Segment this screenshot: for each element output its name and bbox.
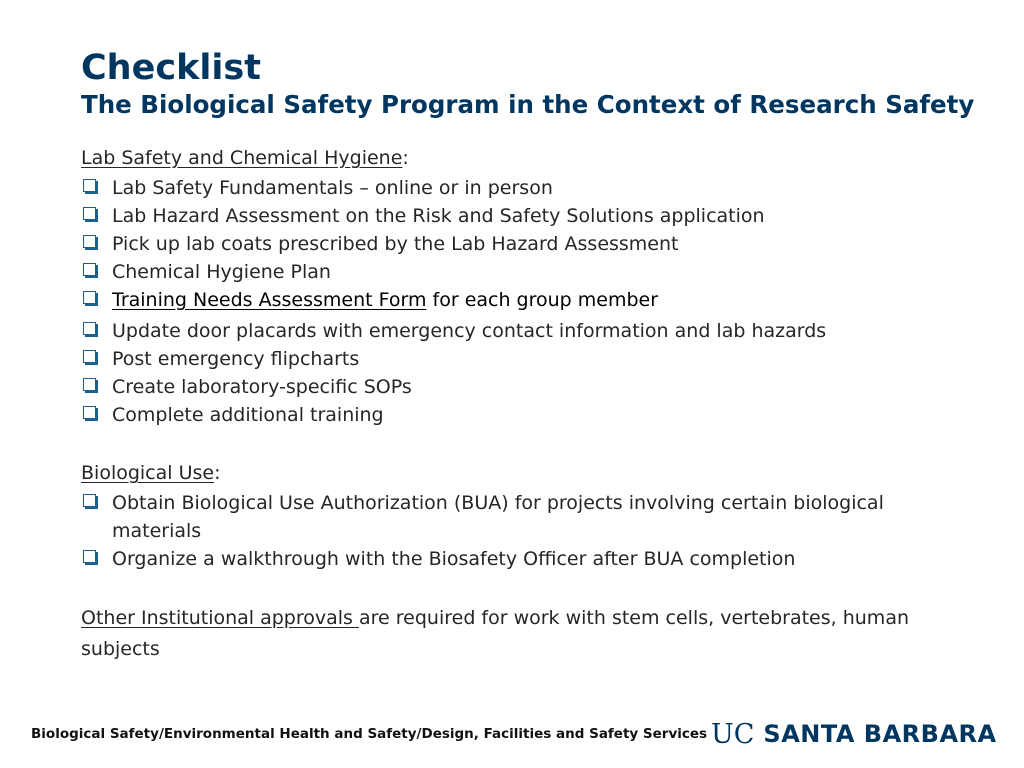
list-item-text: Obtain Biological Use Authorization (BUA) for projects involving certain biological materials xyxy=(112,492,884,542)
slide-title: Checklist xyxy=(81,48,261,88)
other-approvals-paragraph xyxy=(81,603,931,665)
list-item xyxy=(81,373,931,401)
other-approvals-underlined: Other Institutional approvals xyxy=(81,607,359,629)
list-item xyxy=(81,489,931,545)
training-needs-assessment-link[interactable]: Training Needs Assessment Form xyxy=(112,289,427,311)
biological-use-heading xyxy=(81,459,931,487)
list-item xyxy=(81,401,931,429)
list-item xyxy=(81,345,931,373)
checkbox-icon xyxy=(83,322,96,335)
other-approvals-text: are required for work with stem cells, vertebrates, human subjects xyxy=(81,607,909,660)
slide-subtitle: The Biological Safety Program in the Context of Research Safety xyxy=(81,90,975,119)
list-item-text: Pick up lab coats prescribed by the Lab Hazard Assessment xyxy=(112,233,679,255)
list-item xyxy=(81,286,931,314)
lab-safety-heading xyxy=(81,144,931,172)
checkbox-icon xyxy=(83,235,96,248)
list-item xyxy=(81,230,931,258)
ucsb-logo xyxy=(711,716,997,752)
slide-content xyxy=(81,144,931,665)
list-item xyxy=(81,258,931,286)
checkbox-icon xyxy=(83,291,96,304)
checkbox-icon xyxy=(83,207,96,220)
list-item xyxy=(81,174,931,202)
list-item-text: Chemical Hygiene Plan xyxy=(112,261,331,283)
footer-text: Biological Safety/Environmental Health and Safety/Design, Facilities and Safety Services xyxy=(31,726,708,742)
list-item xyxy=(81,317,931,345)
list-item-text: Complete additional training xyxy=(112,404,384,426)
list-item-text: Lab Safety Fundamentals – online or in person xyxy=(112,177,553,199)
checkbox-icon xyxy=(83,494,96,507)
lab-safety-heading-suffix: : xyxy=(402,147,409,169)
checkbox-icon xyxy=(83,550,96,563)
checkbox-icon xyxy=(83,350,96,363)
checkbox-icon xyxy=(83,378,96,391)
checkbox-icon xyxy=(83,263,96,276)
list-item-text: Post emergency flipcharts xyxy=(112,348,360,370)
logo-name: SANTA BARBARA xyxy=(763,720,997,748)
biological-use-list xyxy=(81,489,931,573)
checkbox-icon xyxy=(83,406,96,419)
lab-safety-heading-text: Lab Safety and Chemical Hygiene xyxy=(81,147,403,169)
list-item xyxy=(81,545,931,573)
logo-uc: UC xyxy=(711,718,755,750)
checkbox-icon xyxy=(83,179,96,192)
list-item-text: Organize a walkthrough with the Biosafety Officer after BUA completion xyxy=(112,548,796,570)
biological-use-heading-suffix: : xyxy=(214,462,221,484)
list-item xyxy=(81,202,931,230)
list-item-text: for each group member xyxy=(426,289,659,311)
lab-safety-list xyxy=(81,174,931,429)
list-item-text: Update door placards with emergency contact information and lab hazards xyxy=(112,320,827,342)
list-item-text: Create laboratory-specific SOPs xyxy=(112,376,412,398)
list-item-text: Lab Hazard Assessment on the Risk and Safety Solutions application xyxy=(112,205,765,227)
biological-use-heading-text: Biological Use xyxy=(81,462,215,484)
